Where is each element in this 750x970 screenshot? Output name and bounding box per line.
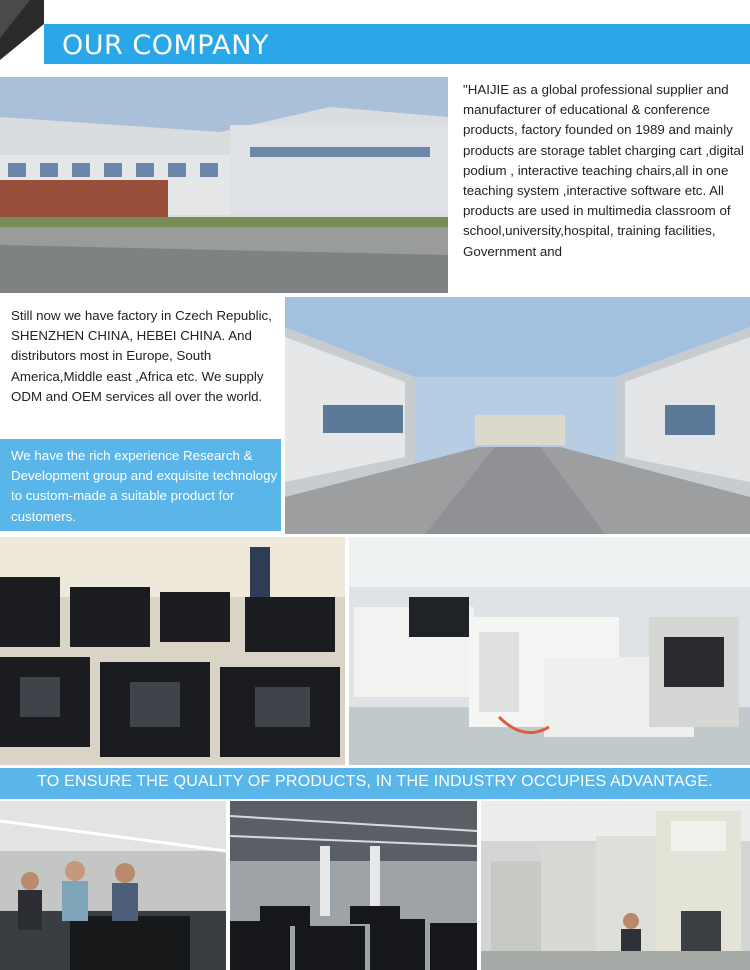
warehouse-cabinets-photo (230, 801, 477, 970)
assembly-workers-photo (0, 801, 226, 970)
smt-machines-photo (349, 537, 750, 765)
page-title: OUR COMPANY (62, 30, 269, 61)
factory-street-photo (285, 297, 750, 534)
quality-slogan: TO ENSURE THE QUALITY OF PRODUCTS, IN THE INDUSTRY OCCUPIES ADVANTAGE. (37, 773, 713, 790)
page-header (0, 0, 750, 72)
metal-frames-photo (0, 537, 345, 765)
intro-paragraph: "HAIJIE as a global professional supplier and manufacturer of educational & conference products, factory founded on 1989 and mainly products are storage tablet charging cart ,digital podium , interactive teaching chairs,all in one teaching system ,interactive software etc. All products are used in multimedia classroom of school,university,hospital, training facilities, Government and (463, 82, 744, 259)
research-paragraph: We have the rich experience Research & Development group and exquisite technology to custom-made a suitable product for customers. (11, 448, 278, 524)
factory-exterior-photo (0, 77, 448, 293)
factories-paragraph: Still now we have factory in Czech Republic, SHENZHEN CHINA, HEBEI CHINA. And distributors most in Europe, South America,Middle east ,Africa etc. We supply ODM and OEM services all over the world. (11, 308, 272, 404)
press-machines-photo (481, 801, 750, 970)
